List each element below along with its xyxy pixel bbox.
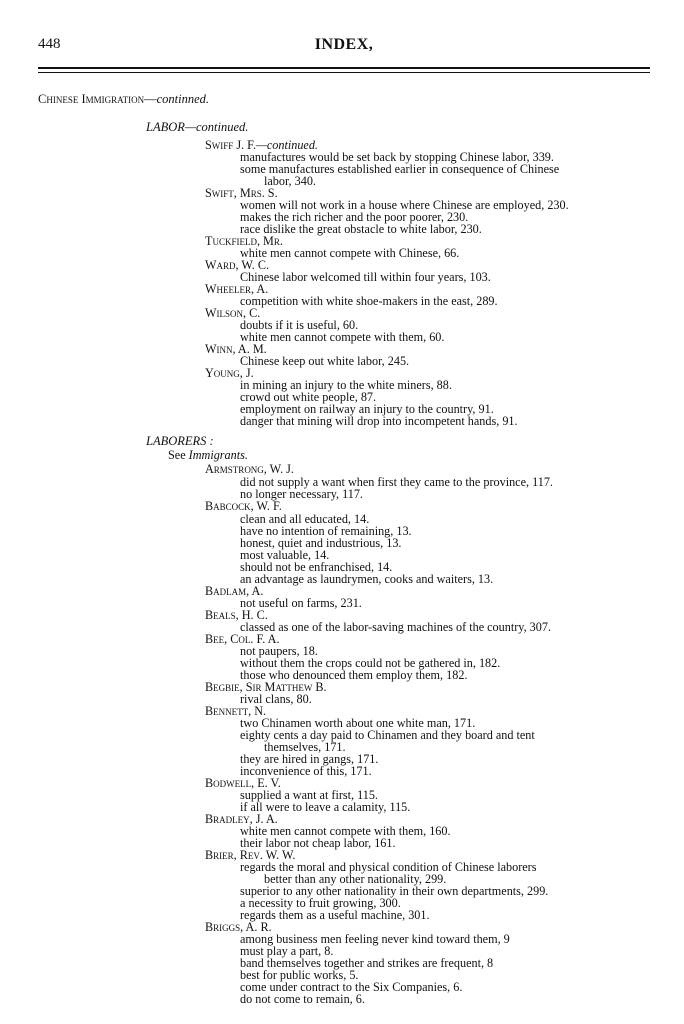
witness-name: Swiff J. F.—continued. — [205, 138, 318, 152]
index-entry: supplied a want at first, 115. — [240, 788, 378, 802]
index-entry: doubts if it is useful, 60. — [240, 318, 359, 332]
index-entry: most valuable, 14. — [240, 548, 330, 562]
index-entry: not useful on farms, 231. — [240, 596, 362, 610]
index-entry: white men cannot compete with Chinese, 66. — [240, 246, 460, 260]
index-entry: not paupers, 18. — [240, 644, 318, 658]
witness-name: Young, J. — [205, 366, 254, 380]
index-entry: should not be enfranchised, 14. — [240, 560, 393, 574]
witness-name: Wilson, C. — [205, 306, 261, 320]
witness-name: Swift, Mrs. S. — [205, 186, 278, 200]
index-entry: inconvenience of this, 171. — [240, 764, 372, 778]
index-entry: employment on railway an injury to the country, 91. — [240, 402, 494, 416]
index-entry: Chinese labor welcomed till within four years, 103. — [240, 270, 491, 284]
index-entry: a necessity to fruit growing, 300. — [240, 896, 401, 910]
index-entry: makes the rich richer and the poor poorer, 230. — [240, 210, 469, 224]
witness-name: Wheeler, A. — [205, 282, 269, 296]
witness-name: Badlam, A. — [205, 584, 264, 598]
index-entry: crowd out white people, 87. — [240, 390, 377, 404]
witness-name: Tuckfield, Mr. — [205, 234, 283, 248]
index-entry: regards the moral and physical condition of Chinese laborers — [240, 860, 537, 874]
index-entry: classed as one of the labor-saving machines of the country, 307. — [240, 620, 552, 634]
witness-name: Bennett, N. — [205, 704, 267, 718]
index-entry: women will not work in a house where Chinese are employed, 230. — [240, 198, 569, 212]
header-rule-thin — [38, 72, 650, 73]
index-entry: two Chinamen worth about one white man, 171. — [240, 716, 476, 730]
index-entry-continuation: themselves, 171. — [264, 740, 346, 754]
index-entry: rival clans, 80. — [240, 692, 312, 706]
witness-name: Bodwell, E. V. — [205, 776, 281, 790]
index-entry: do not come to remain, 6. — [240, 992, 365, 1006]
index-entry-continuation: labor, 340. — [264, 174, 316, 188]
index-entry: race dislike the great obstacle to white labor, 230. — [240, 222, 482, 236]
witness-name: Babcock, W. F. — [205, 499, 282, 513]
index-entry: Chinese keep out white labor, 245. — [240, 354, 410, 368]
see-reference: See Immigrants. — [168, 448, 248, 462]
index-entry: band themselves together and strikes are frequent, 8 — [240, 956, 494, 970]
index-entry: those who denounced them employ them, 182. — [240, 668, 468, 682]
index-entry: come under contract to the Six Companies, 6. — [240, 980, 463, 994]
sub-heading: LABOR—continued. — [146, 120, 249, 134]
index-entry: have no intention of remaining, 13. — [240, 524, 412, 538]
page-number: 448 — [38, 36, 61, 52]
index-entry-continuation: better than any other nationality, 299. — [264, 872, 447, 886]
index-entry: did not supply a want when first they came to the province, 117. — [240, 475, 553, 489]
witness-name: Briggs, A. R. — [205, 920, 272, 934]
index-entry: eighty cents a day paid to Chinamen and they board and tent — [240, 728, 535, 742]
index-entry: must play a part, 8. — [240, 944, 334, 958]
witness-name: Bradley, J. A. — [205, 812, 278, 826]
witness-name: Armstrong, W. J. — [205, 462, 294, 476]
witness-name: Beals, H. C. — [205, 608, 268, 622]
index-entry: manufactures would be set back by stopping Chinese labor, 339. — [240, 150, 554, 164]
witness-name: Winn, A. M. — [205, 342, 267, 356]
index-entry: superior to any other nationality in their own departments, 299. — [240, 884, 549, 898]
page-header — [38, 36, 650, 60]
index-entry: competition with white shoe-makers in the east, 289. — [240, 294, 498, 308]
index-entry: their labor not cheap labor, 161. — [240, 836, 396, 850]
index-entry: white men cannot compete with them, 160. — [240, 824, 451, 838]
index-entry: white men cannot compete with them, 60. — [240, 330, 445, 344]
index-entry: clean and all educated, 14. — [240, 512, 370, 526]
index-entry: without them the crops could not be gathered in, 182. — [240, 656, 501, 670]
index-entry: an advantage as laundrymen, cooks and waiters, 13. — [240, 572, 494, 586]
index-entry: danger that mining will drop into incompetent hands, 91. — [240, 414, 518, 428]
header-rule-thick — [38, 67, 650, 69]
running-title: INDEX, — [314, 36, 374, 53]
witness-name: Brier, Rev. W. W. — [205, 848, 296, 862]
index-entry: they are hired in gangs, 171. — [240, 752, 379, 766]
index-entry: among business men feeling never kind toward them, 9 — [240, 932, 510, 946]
index-entry: best for public works, 5. — [240, 968, 359, 982]
index-entry: some manufactures established earlier in consequence of Chinese — [240, 162, 560, 176]
witness-name: Ward, W. C. — [205, 258, 270, 272]
index-entry: honest, quiet and industrious, 13. — [240, 536, 402, 550]
sub-heading: LABORERS : — [146, 434, 214, 448]
main-heading: Chinese Immigration—continned. — [38, 92, 210, 106]
index-entry: in mining an injury to the white miners, 88. — [240, 378, 452, 392]
index-entry: regards them as a useful machine, 301. — [240, 908, 430, 922]
witness-name: Begbie, Sir Matthew B. — [205, 680, 327, 694]
index-entry: no longer necessary, 117. — [240, 487, 363, 501]
witness-name: Bee, Col. F. A. — [205, 632, 280, 646]
index-entry: if all were to leave a calamity, 115. — [240, 800, 411, 814]
